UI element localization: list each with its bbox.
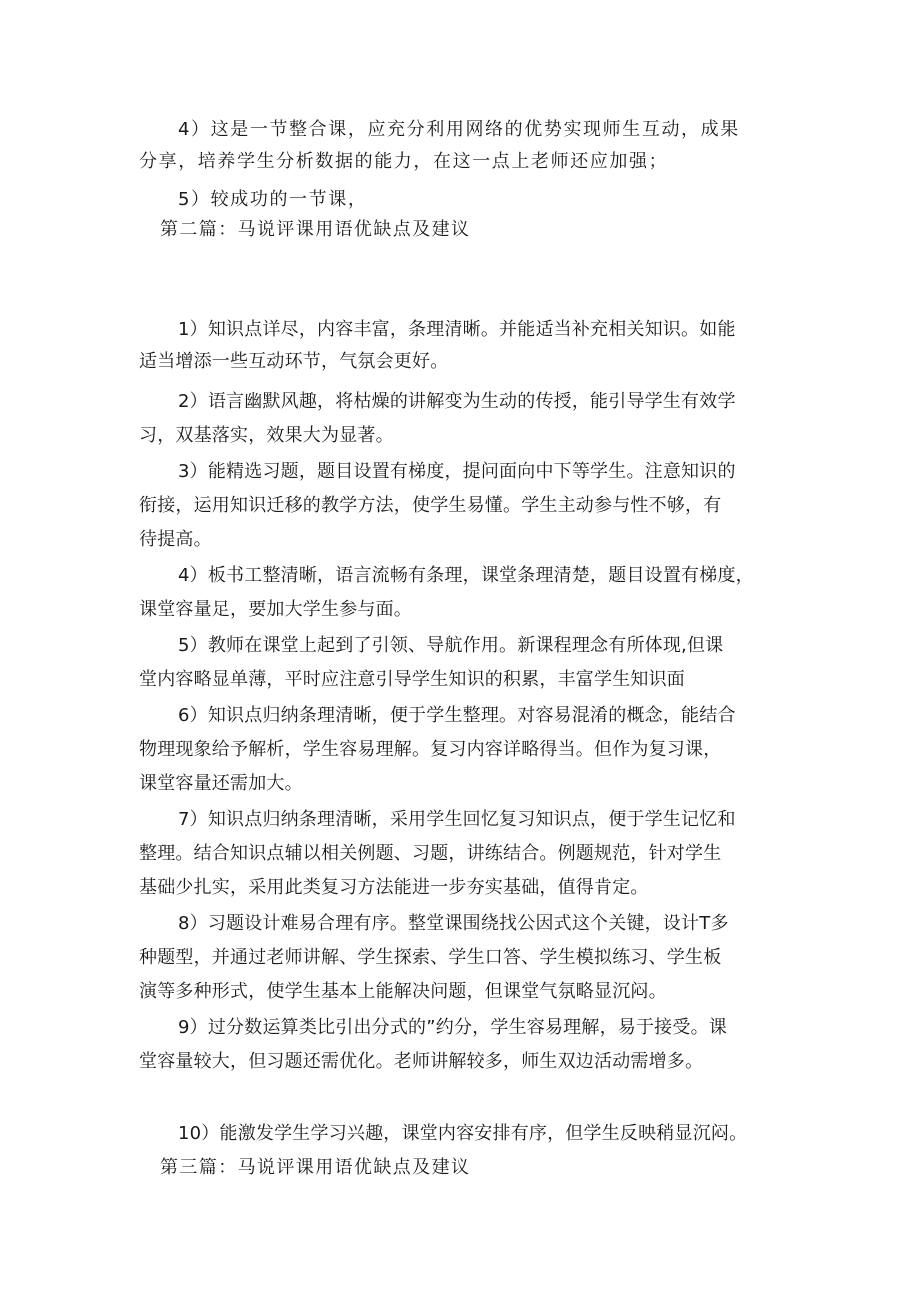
text-line: 8）习题设计难易合理有序。整堂课围绕找公因式这个关键，设计T多 bbox=[178, 913, 729, 934]
text-line: 3）能精选习题，题目设置有梯度，提问面向中下等学生。注意知识的 bbox=[178, 461, 736, 482]
text-line: 课堂容量还需加大。 bbox=[139, 773, 303, 794]
text-line: 堂内容略显单薄，平时应注意引导学生知识的积累，丰富学生知识面 bbox=[139, 669, 685, 690]
text-line: 衔接，运用知识迁移的教学方法，使学生易懂。学生主动参与性不够，有 bbox=[139, 495, 722, 516]
text-line: 2）语言幽默风趣，将枯燥的讲解变为生动的传授，能引导学生有效学 bbox=[178, 391, 736, 412]
text-line: 1）知识点详尽，内容丰富，条理清晰。并能适当补充相关知识。如能 bbox=[178, 319, 736, 340]
text-line: 4）板书工整清晰，语言流畅有条理，课堂条理清楚，题目设置有梯度， bbox=[178, 565, 754, 586]
text-line: 5）教师在课堂上起到了引领、导航作用。新课程理念有所体现,但课 bbox=[178, 635, 724, 656]
text-line: 堂容量较大，但习题还需优化。老师讲解较多，师生双边活动需增多。 bbox=[139, 1051, 704, 1072]
text-line: 整理。结合知识点辅以相关例题、习题，讲练结合。例题规范，针对学生 bbox=[139, 843, 722, 864]
text-line: 物理现象给予解析，学生容易理解。复习内容详略得当。但作为复习课， bbox=[139, 739, 722, 760]
text-line: 10）能激发学生学习兴趣，课堂内容安排有序，但学生反映稍显沉闷。 bbox=[178, 1123, 748, 1144]
section-heading: 第二篇：马说评课用语优缺点及建议 bbox=[160, 219, 471, 240]
text-line: 4）这是一节整合课，应充分利用网络的优势实现师生互动，成果 bbox=[178, 119, 740, 140]
text-line: 演等多种形式，使学生基本上能解决问题，但课堂气氛略显沉闷。 bbox=[139, 981, 667, 1002]
text-line: 分享，培养学生分析数据的能力，在这一点上老师还应加强； bbox=[139, 151, 669, 172]
text-line: 适当增添一些互动环节，气氛会更好。 bbox=[139, 351, 449, 372]
text-line: 习，双基落实，效果大为显著。 bbox=[139, 425, 394, 446]
text-line: 9）过分数运算类比引出分式的”约分，学生容易理解，易于接受。课 bbox=[178, 1017, 727, 1038]
text-line: 7）知识点归纳条理清晰，采用学生回忆复习知识点，便于学生记忆和 bbox=[178, 809, 736, 830]
text-line: 基础少扎实，采用此类复习方法能进一步夯实基础，值得肯定。 bbox=[139, 877, 649, 898]
text-line: 待提高。 bbox=[139, 529, 212, 550]
text-line: 6）知识点归纳条理清晰，便于学生整理。对容易混淆的概念，能结合 bbox=[178, 705, 736, 726]
text-line: 5）较成功的一节课， bbox=[178, 189, 368, 210]
text-line: 种题型，并通过老师讲解、学生探索、学生口答、学生模拟练习、学生板 bbox=[139, 947, 722, 968]
section-heading: 第三篇：马说评课用语优缺点及建议 bbox=[160, 1157, 471, 1178]
text-line: 课堂容量足，要加大学生参与面。 bbox=[139, 599, 412, 620]
